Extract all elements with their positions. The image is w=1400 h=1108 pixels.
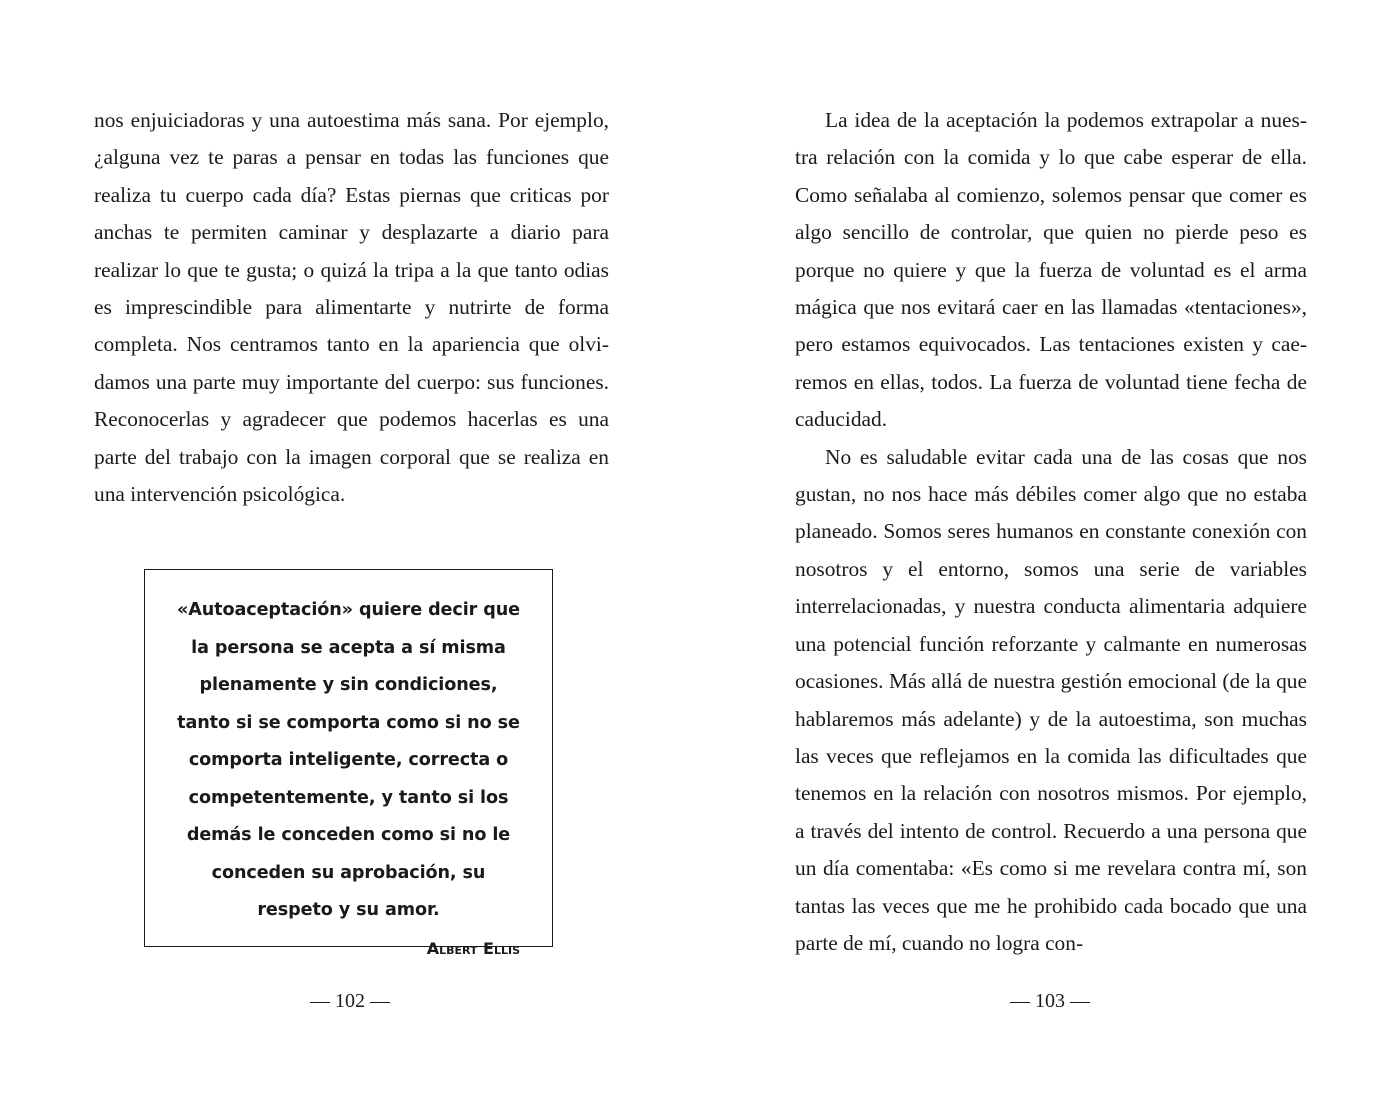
page-number-left: — 102 — <box>310 990 390 1012</box>
right-paragraph-1: La idea de la aceptación la podemos extrapolar a nuestra relación con la comida y lo que cabe esperar de ella. Como señalaba al comienzo, solemos pensar que comer es algo sencillo de controlar, que quien no pierde peso es porque no quiere y que la fuerza de voluntad es el arma mágica que nos evitará caer en las llamadas «tentaciones», pero estamos equivocados. Las tentaciones existen y caeremos en ellas, todos. La fuerza de voluntad tiene fecha de caducidad. <box>795 108 1307 432</box>
quote-author: Albert Ellis <box>426 938 520 958</box>
quote-box <box>144 569 553 958</box>
left-page <box>94 102 609 513</box>
right-paragraph-2: No es saludable evitar cada una de las cosas que nos gustan, no nos hace más débiles comer algo que no estaba planeado. Somos seres humanos en constante conexión con nosotros y el entorno, somos una serie de variables interrelacionadas, y nuestra conducta alimentaria adquiere una potencial función reforzante y calmante en numerosas ocasiones. Más allá de nuestra gestión emocional (de la que hablaremos más adelante) y de la autoestima, son muchas las veces que reflejamos en la comida las dificultades que tenemos en la relación con nosotros mismos. Por ejemplo, a través del intento de control. Recuerdo a una persona que un día comentaba: «Es como si me revelara contra mí, son tantas las veces que me he prohibido cada bocado que una parte de mí, cuando no logra con- <box>795 444 1307 955</box>
quote-text: «Autoaceptación» quiere decir que la persona se acepta a sí misma plenamente y sin condiciones, tanto si se comporta como si no se comporta inteligente, correcta o competentemente, y tanto si los demás le conceden como si no le conceden su aprobación, su respeto y su amor. <box>176 600 521 920</box>
left-paragraph: nos enjuiciadoras y una autoestima más sana. Por ejemplo, ¿alguna vez te paras a pensar en todas las funciones que realiza tu cuerpo cada día? Estas piernas que criticas por anchas te permiten caminar y desplazarte a diario para realizar lo que te gusta; o quizá la tripa a la que tanto odias es imprescindible para alimentarte y nutrirte de forma completa. Nos centramos tanto en la apariencia que olvidamos una parte muy importante del cuerpo: sus funciones. Reconocerlas y agradecer que podemos hacerlas es una parte del trabajo con la imagen corporal que se realiza en una intervención psicológica. <box>94 108 609 507</box>
right-page <box>795 102 1307 962</box>
page-number-right: — 103 — <box>1010 990 1090 1012</box>
